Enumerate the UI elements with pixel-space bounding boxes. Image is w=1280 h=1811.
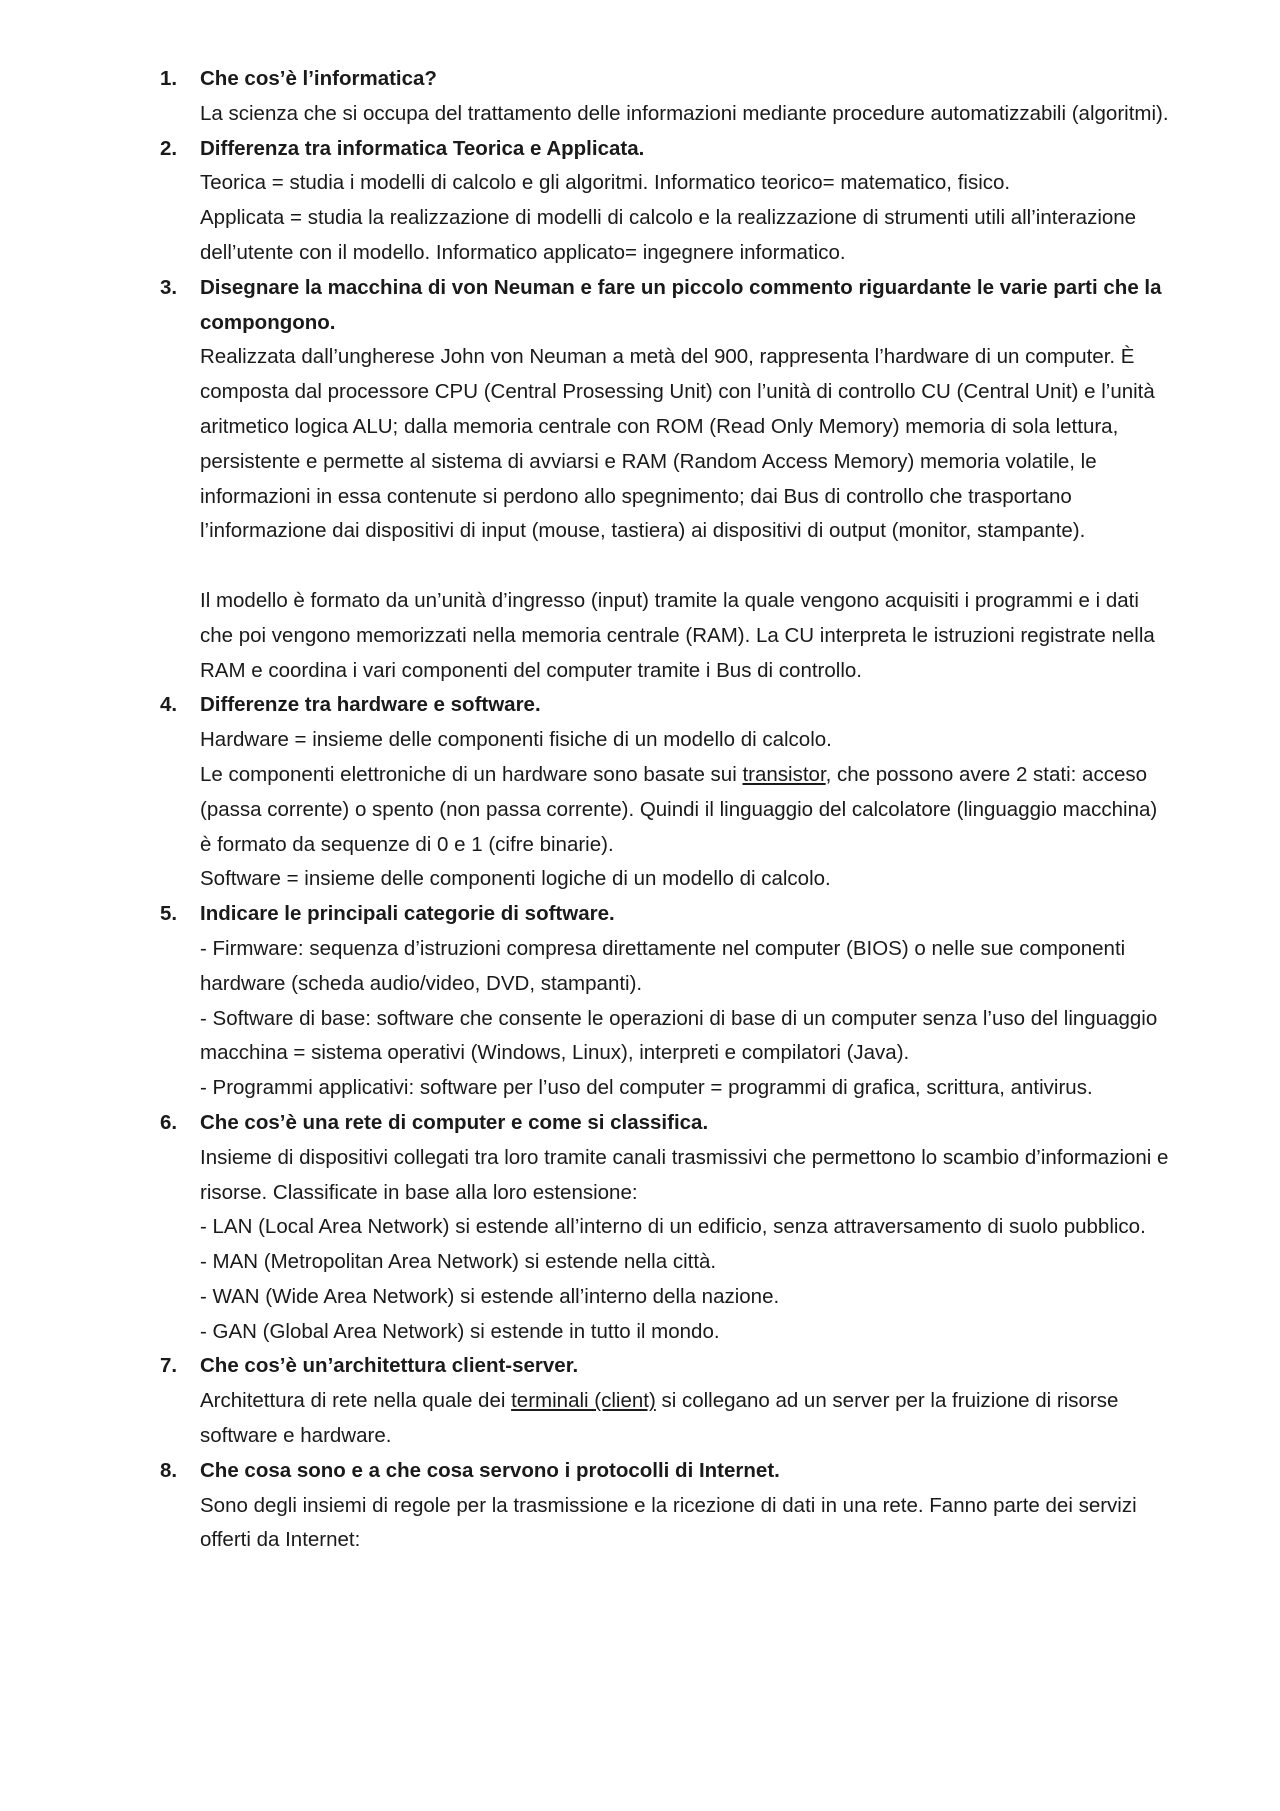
answer-text: , che possono avere 2 stati: acceso (passa corrente) o spento (non passa corrente). Quindi il linguaggio del calcolatore (linguaggio macchina) è formato da sequenze di 0 e 1 (cifre binarie). [200, 762, 1158, 856]
list-item [160, 1349, 1170, 1453]
item-number: 6. [160, 1110, 178, 1134]
answer-paragraph: - WAN (Wide Area Network) si estende all’interno della nazione. [200, 1284, 780, 1308]
item-number: 3. [160, 275, 178, 299]
paragraph-spacer [200, 549, 1170, 584]
underlined-term: transistor [742, 762, 826, 786]
list-item [160, 688, 1170, 897]
answer-paragraph: - Programmi applicativi: software per l’uso del computer = programmi di grafica, scrittura, antivirus. [200, 1076, 1093, 1100]
item-number: 8. [160, 1458, 178, 1482]
answer-text: si collegano ad un server per la fruizione di risorse software e hardware. [200, 1389, 1119, 1448]
answer-paragraph [200, 1384, 1170, 1454]
answer-text: Le componenti elettroniche di un hardware sono basate sui [200, 762, 743, 786]
answer-paragraph: - GAN (Global Area Network) si estende in tutto il mondo. [200, 1319, 720, 1343]
item-number: 1. [160, 67, 178, 90]
list-item [160, 271, 1170, 689]
item-number: 2. [160, 136, 178, 160]
answer-paragraph: Insieme di dispositivi collegati tra loro tramite canali trasmissivi che permettono lo scambio d’informazioni e risorse. Classificate in base alla loro estensione: [200, 1145, 1169, 1204]
answer-paragraph: - MAN (Metropolitan Area Network) si estende nella città. [200, 1250, 717, 1274]
item-number: 4. [160, 693, 178, 717]
question-heading: Indicare le principali categorie di software. [200, 902, 615, 926]
answer-paragraph: Teorica = studia i modelli di calcolo e gli algoritmi. Informatico teorico= matematico, fisico. [200, 171, 1011, 195]
list-item [160, 1106, 1170, 1350]
answer-paragraph: - Firmware: sequenza d’istruzioni compresa direttamente nel computer (BIOS) o nelle sue componenti hardware (scheda audio/video, DVD, stampanti). [200, 936, 1126, 995]
answer-paragraph: - Software di base: software che consente le operazioni di base di un computer senza l’uso del linguaggio macchina = sistema operativi (Windows, Linux), interpreti e compilatori (Java). [200, 1006, 1158, 1065]
question-list [160, 62, 1170, 1558]
question-heading: Che cos’è l’informatica? [200, 67, 437, 90]
answer-paragraph: La scienza che si occupa del trattamento delle informazioni mediante procedure automatizzabili (algoritmi). [200, 101, 1169, 125]
question-heading: Che cosa sono e a che cosa servono i protocolli di Internet. [200, 1458, 780, 1482]
question-heading: Che cos’è un’architettura client-server. [200, 1354, 579, 1378]
item-number: 7. [160, 1354, 178, 1378]
underlined-term: terminali (client) [511, 1389, 656, 1413]
answer-paragraph: Applicata = studia la realizzazione di modelli di calcolo e la realizzazione di strumenti utili all’interazione dell’utente con il modello. Informatico applicato= ingegnere informatico. [200, 206, 1137, 264]
list-item [160, 62, 1170, 132]
question-heading: Che cos’è una rete di computer e come si classifica. [200, 1110, 709, 1134]
list-item [160, 132, 1170, 271]
question-heading: Differenza tra informatica Teorica e Applicata. [200, 136, 645, 160]
answer-paragraph: Il modello è formato da un’unità d’ingresso (input) tramite la quale vengono acquisiti i programmi e i dati che poi vengono memorizzati nella memoria centrale (RAM). La CU interpreta le istruzioni registrate nella RAM e coordina i vari componenti del computer tramite i Bus di controllo. [200, 588, 1155, 682]
answer-paragraph: Software = insieme delle componenti logiche di un modello di calcolo. [200, 867, 831, 891]
answer-paragraph: - LAN (Local Area Network) si estende all’interno di un edificio, senza attraversamento di suolo pubblico. [200, 1215, 1146, 1239]
answer-paragraph: Hardware = insieme delle componenti fisiche di un modello di calcolo. [200, 728, 832, 752]
item-number: 5. [160, 902, 178, 926]
answer-paragraph: Sono degli insiemi di regole per la trasmissione e la ricezione di dati in una rete. Fanno parte dei servizi offerti da Internet: [200, 1493, 1137, 1552]
question-heading: Disegnare la macchina di von Neuman e fare un piccolo commento riguardante le varie parti che la compongono. [200, 275, 1162, 334]
answer-paragraph: Realizzata dall’ungherese John von Neuman a metà del 900, rappresenta l’hardware di un computer. È composta dal processore CPU (Central Prosessing Unit) con l’unità di controllo CU (Central Unit) e l’unità aritmetico logica ALU; dalla memoria centrale con ROM (Read Only Memory) memoria di sola lettura, persistente e permette al sistema di avviarsi e RAM (Random Access Memory) memoria volatile, le informazioni in essa contenute si perdono allo spegnimento; dai Bus di controllo che trasportano l’informazione dai dispositivi di input (mouse, tastiera) ai dispositivi di output (monitor, stampante). [200, 345, 1155, 543]
question-heading: Differenze tra hardware e software. [200, 693, 541, 717]
answer-text: Architettura di rete nella quale dei [200, 1389, 512, 1413]
list-item [160, 897, 1170, 1106]
list-item [160, 1454, 1170, 1558]
answer-paragraph [200, 758, 1170, 862]
